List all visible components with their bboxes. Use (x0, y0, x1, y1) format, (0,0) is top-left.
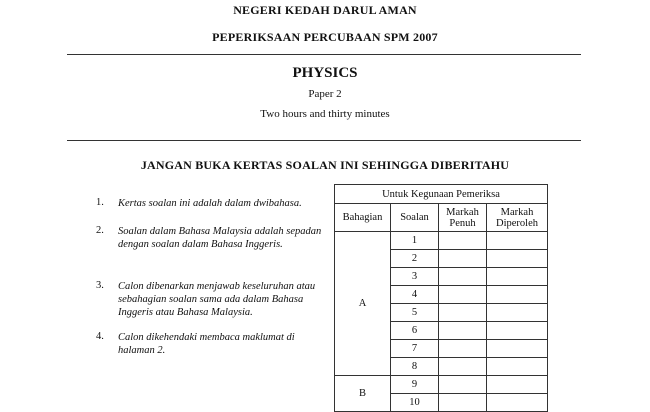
question-number: 5 (391, 304, 439, 322)
question-number: 1 (391, 232, 439, 250)
table-row (335, 376, 548, 394)
instruction-text: Soalan dalam Bahasa Malaysia adalah sepadan dengan soalan dalam Bahasa Inggeris. (118, 226, 322, 250)
obtained-marks-cell (487, 376, 548, 394)
full-marks-cell (439, 394, 487, 412)
obtained-marks-cell (487, 232, 548, 250)
question-number: 4 (391, 286, 439, 304)
full-marks-cell (439, 250, 487, 268)
obtained-marks-cell (487, 304, 548, 322)
header-obtained: Markah Diperoleh (487, 204, 548, 232)
examiner-table-title: Untuk Kegunaan Pemeriksa (335, 185, 548, 204)
table-row (335, 232, 548, 250)
warning-heading: JANGAN BUKA KERTAS SOALAN INI SEHINGGA DIBERITAHU (140, 158, 510, 172)
section-label: A (335, 232, 391, 376)
full-marks-cell (439, 358, 487, 376)
header-section: Bahagian (335, 204, 391, 232)
question-number: 10 (391, 394, 439, 412)
full-marks-cell (439, 286, 487, 304)
instruction-number: 3. (96, 280, 104, 291)
full-marks-cell (439, 322, 487, 340)
question-number: 2 (391, 250, 439, 268)
paper-label: Paper 2 (308, 88, 342, 100)
obtained-marks-cell (487, 322, 548, 340)
exam-heading: PEPERIKSAAN PERCUBAAN SPM 2007 (212, 30, 438, 44)
full-marks-cell (439, 376, 487, 394)
duration-label: Two hours and thirty minutes (260, 108, 390, 120)
instruction-number: 2. (96, 225, 104, 236)
full-marks-cell (439, 268, 487, 286)
obtained-marks-cell (487, 268, 548, 286)
instruction-number: 4. (96, 331, 104, 342)
obtained-marks-cell (487, 340, 548, 358)
full-marks-cell (439, 232, 487, 250)
instruction-text: Kertas soalan ini adalah dalam dwibahasa. (118, 198, 302, 209)
examiner-table (334, 184, 548, 412)
full-marks-cell (439, 304, 487, 322)
obtained-marks-cell (487, 394, 548, 412)
divider-bottom (67, 140, 581, 141)
question-number: 7 (391, 340, 439, 358)
question-number: 8 (391, 358, 439, 376)
instruction-text: Calon dikehendaki membaca maklumat di halaman 2. (118, 332, 295, 356)
instruction-number: 1. (96, 197, 104, 208)
obtained-marks-cell (487, 358, 548, 376)
divider-top (67, 54, 581, 55)
question-number: 3 (391, 268, 439, 286)
section-label: B (335, 376, 391, 412)
state-heading: NEGERI KEDAH DARUL AMAN (233, 3, 417, 17)
question-number: 9 (391, 376, 439, 394)
instruction-text: Calon dibenarkan menjawab keseluruhan atau sebahagian soalan sama ada dalam Bahasa Inggeris atau Bahasa Malaysia. (118, 281, 316, 318)
obtained-marks-cell (487, 286, 548, 304)
obtained-marks-cell (487, 250, 548, 268)
header-full-marks: Markah Penuh (439, 204, 487, 232)
full-marks-cell (439, 340, 487, 358)
subject-title: PHYSICS (292, 65, 358, 81)
header-question: Soalan (391, 204, 439, 232)
question-number: 6 (391, 322, 439, 340)
